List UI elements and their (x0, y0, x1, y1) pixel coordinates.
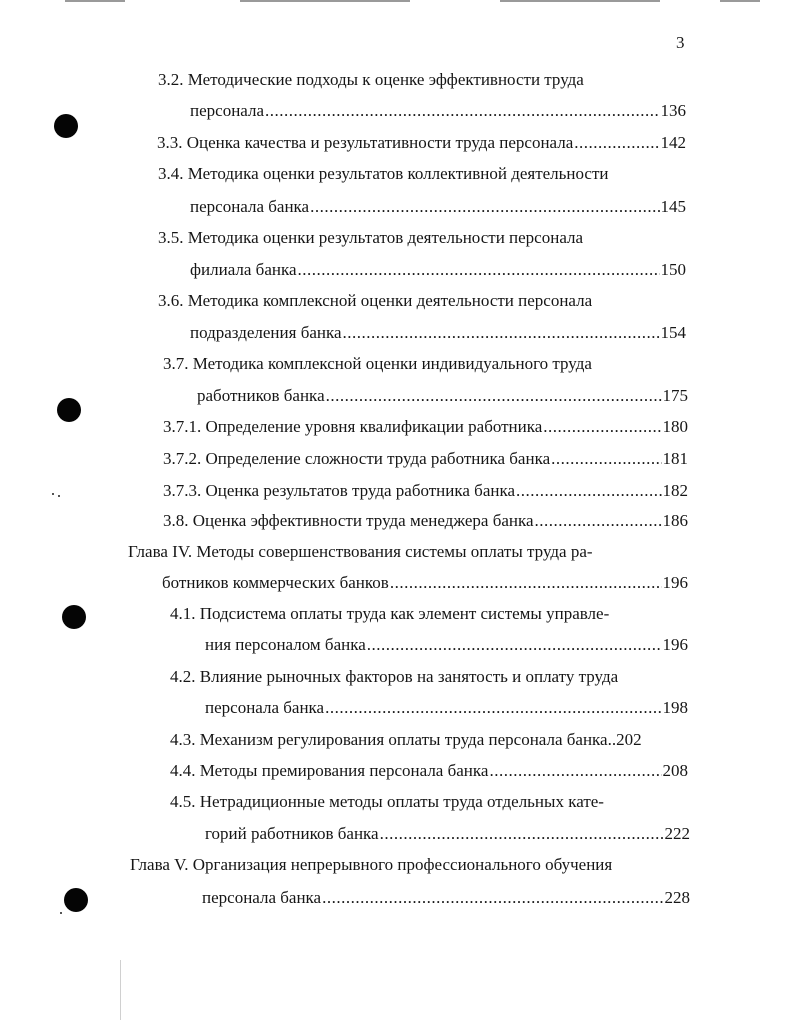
dot-leader (367, 635, 662, 655)
toc-entry-text: персонала банка (205, 698, 325, 717)
top-scan-artifact (720, 0, 760, 2)
dot-leader (325, 698, 661, 718)
toc-entry-3-4 (190, 197, 686, 217)
toc-page-number: 150 (660, 260, 686, 279)
toc-page-number: 222 (664, 824, 690, 843)
toc-page-number: 175 (662, 386, 688, 405)
dot-leader (551, 449, 661, 469)
toc-entry-text: персонала (190, 101, 265, 120)
toc-entry-4-5-title: 4.5. Нетрадиционные методы оплаты труда отдельных кате- (170, 792, 604, 811)
dot-leader (516, 481, 661, 501)
toc-entry-text: ботников коммерческих банков (162, 573, 389, 592)
dot-leader (543, 417, 661, 437)
toc-entry-4-2-title: 4.2. Влияние рыночных факторов на занятость и оплату труда (170, 667, 619, 686)
toc-entry-text: 4.4. Методы премирования персонала банка (170, 761, 489, 780)
toc-chapter-4 (162, 573, 688, 593)
toc-entry-3-8 (163, 511, 688, 531)
toc-page-number: 196 (662, 635, 688, 654)
toc-entry-3-7-3 (163, 481, 688, 501)
toc-entry-text: персонала банка (190, 197, 310, 216)
dot-leader (326, 386, 662, 406)
toc-entry-text: персонала банка (202, 888, 322, 907)
toc-entry-4-1 (205, 635, 688, 655)
scan-speck (60, 912, 62, 914)
dot-leader (390, 573, 662, 593)
toc-entry-3-5-title: 3.5. Методика оценки результатов деятельности персонала (158, 228, 584, 247)
toc-page-number: 196 (662, 573, 688, 592)
toc-page-number: 181 (662, 449, 688, 468)
toc-chapter-5-title: Глава V. Организация непрерывного профессионального обучения (130, 855, 613, 874)
dot-leader (380, 824, 664, 844)
punch-hole-icon (57, 398, 81, 422)
page-number: 3 (676, 33, 685, 52)
toc-entry-text: 3.7.3. Оценка результатов труда работника банка (163, 481, 516, 500)
toc-entry-4-4 (170, 761, 688, 781)
dot-leader (535, 511, 662, 531)
toc-page-number: 228 (664, 888, 690, 907)
toc-entry-3-6-title: 3.6. Методика комплексной оценки деятельности персонала (158, 291, 593, 310)
toc-entry-4-5 (205, 824, 690, 844)
toc-page-number: 208 (662, 761, 688, 780)
toc-entry-4-1-title: 4.1. Подсистема оплаты труда как элемент системы управле- (170, 604, 610, 623)
toc-entry-3-7 (197, 386, 688, 406)
scan-speck (52, 493, 54, 495)
scan-speck (58, 495, 60, 497)
toc-entry-text: 3.7.1. Определение уровня квалификации работника (163, 417, 543, 436)
toc-page-number: 136 (660, 101, 686, 120)
toc-chapter-5 (202, 888, 690, 908)
toc-page-number: 145 (660, 197, 686, 216)
dot-leader (574, 133, 659, 153)
toc-entry-3-4-title: 3.4. Методика оценки результатов коллективной деятельности (158, 164, 609, 183)
top-scan-artifact (240, 0, 410, 2)
toc-entry-3-7-2 (163, 449, 688, 469)
toc-entry-text: подразделения банка (190, 323, 342, 342)
punch-hole-icon (54, 114, 78, 138)
top-scan-artifact (500, 0, 660, 2)
punch-hole-icon (62, 605, 86, 629)
toc-entry-text: ния персоналом банка (205, 635, 366, 654)
toc-entry-text: 3.7.2. Определение сложности труда работника банка (163, 449, 551, 468)
dot-leader (298, 260, 660, 280)
toc-page-number: 202 (616, 730, 642, 749)
toc-entry-3-2-title: 3.2. Методические подходы к оценке эффективности труда (158, 70, 584, 89)
dot-leader (343, 323, 660, 343)
toc-entry-text: 3.3. Оценка качества и результативности труда персонала (157, 133, 574, 152)
toc-entry-4-2 (205, 698, 688, 718)
toc-page-number: 186 (662, 511, 688, 530)
top-scan-artifact (65, 0, 125, 2)
dot-leader (322, 888, 663, 908)
toc-chapter-4-title: Глава IV. Методы совершенствования системы оплаты труда ра- (128, 542, 593, 561)
toc-entry-3-6 (190, 323, 686, 343)
toc-entry-3-3 (157, 133, 686, 153)
dot-leader (265, 101, 659, 121)
toc-entry-3-2 (190, 101, 686, 121)
toc-entry-text: 4.3. Механизм регулирования оплаты труда персонала банка.. (170, 730, 617, 749)
toc-page-number: 198 (662, 698, 688, 717)
toc-page-number: 180 (662, 417, 688, 436)
toc-entry-text: работников банка (197, 386, 325, 405)
toc-entry-3-7-title: 3.7. Методика комплексной оценки индивидуального труда (163, 354, 592, 373)
toc-entry-text: горий работников банка (205, 824, 379, 843)
dot-leader (489, 761, 661, 781)
toc-page-number: 154 (660, 323, 686, 342)
dot-leader (310, 197, 659, 217)
toc-entry-3-5 (190, 260, 686, 280)
toc-page-number: 142 (660, 133, 686, 152)
toc-entry-3-7-1 (163, 417, 688, 437)
toc-entry-text: 3.8. Оценка эффективности труда менеджера банка (163, 511, 534, 530)
toc-page-number: 182 (662, 481, 688, 500)
punch-hole-icon (64, 888, 88, 912)
toc-entry-4-3 (170, 730, 642, 750)
scan-margin-line (120, 960, 121, 1020)
toc-entry-text: филиала банка (190, 260, 297, 279)
